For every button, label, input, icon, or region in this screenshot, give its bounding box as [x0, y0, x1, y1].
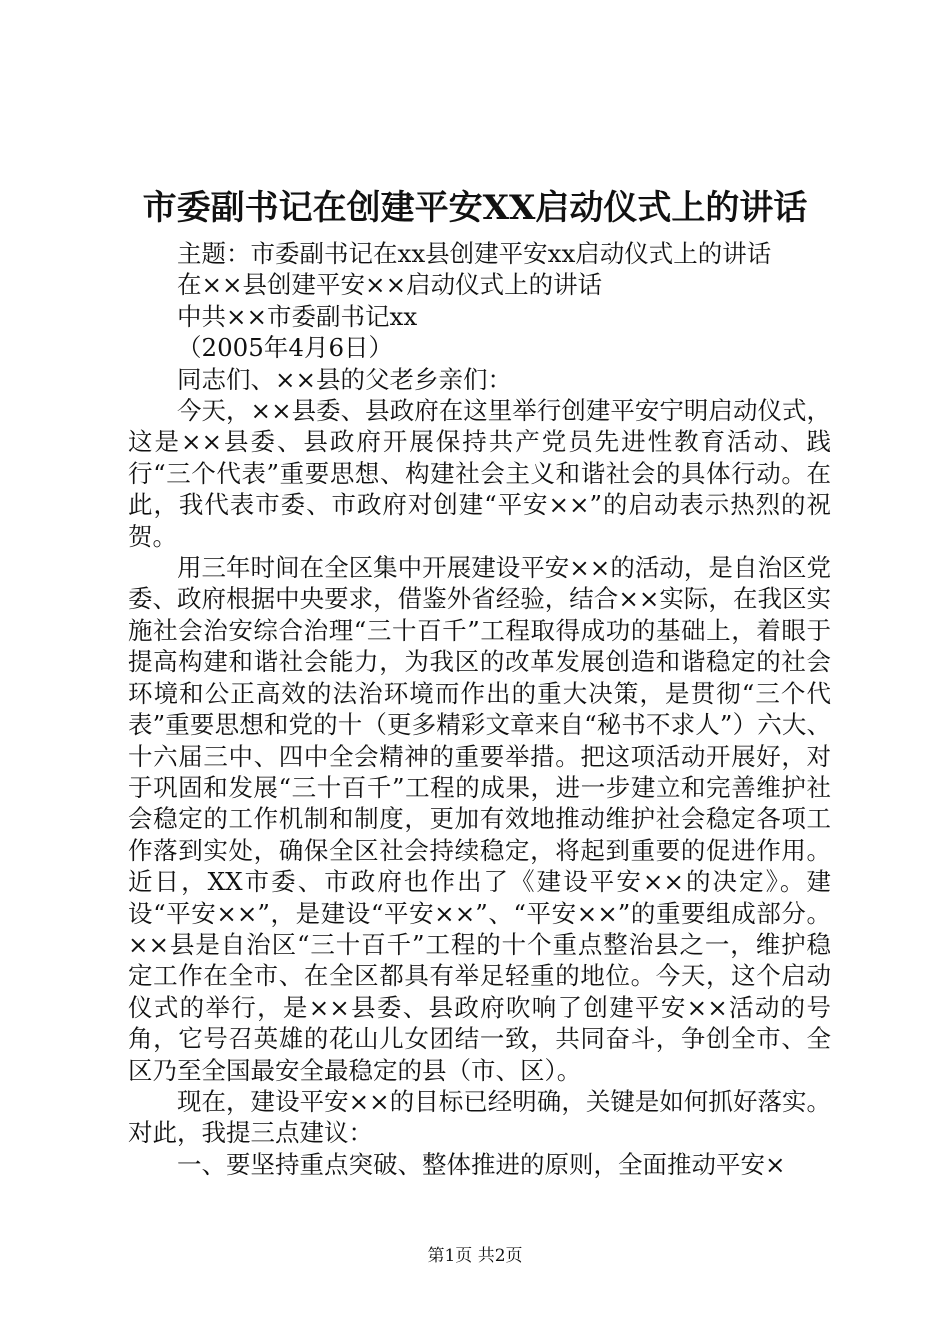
page-footer: 第1页 共2页: [427, 1246, 523, 1266]
paragraph: 用三年时间在全区集中开展建设平安××的活动，是自治区党委、政府根据中央要求，借鉴外省经验，结合××实际，在我区实施社会治安综合治理“三十百千”工程取得成功的基础上，着眼于提高构建和谐社会能力，为我区的改革发展创造和谐稳定的社会环境和公正高效的法治环境而作出的重大决策，是贯彻“三个代表”重要思想和党的十（更多精彩文章来自“秘书不求人”）六大、十六届三中、四中全会精神的重要举措。把这项活动开展好，对于巩固和发展“三十百千”工程的成果，进一步建立和完善维护社会稳定的工作机制和制度，更加有效地推动维护社会稳定各项工作落到实处，确保全区社会持续稳定，将起到重要的促进作用。近日，XX市委、市政府也作出了《建设平安××的决定》。建设“平安××”，是建设“平安××”、“平安××”的重要组成部分。××县是自治区“三十百千”工程的十个重点整治县之一，维护稳定工作在全市、在全区都具有举足轻重的地位。今天，这个启动仪式的举行，是××县委、县政府吹响了创建平安××活动的号角，它号召英雄的花山儿女团结一致，共同奋斗，争创全市、全区乃至全国最安全最稳定的县（市、区）。: [128, 553, 831, 1085]
document-title: 市委副书记在创建平安XX启动仪式上的讲话: [142, 188, 808, 228]
paragraph: 今天，××县委、县政府在这里举行创建平安宁明启动仪式，这是××县委、县政府开展保持共产党员先进性教育活动、践行“三个代表”重要思想、构建社会主义和谐社会的具体行动。在此，我代表市委、市政府对创建“平安××”的启动表示热烈的祝贺。: [128, 396, 831, 551]
subject-line: 主题：市委副书记在xx县创建平安xx启动仪式上的讲话: [177, 239, 772, 268]
document-body: [128, 238, 831, 1180]
date-line: （2005年4月6日）: [177, 333, 394, 363]
speaker-line: 中共××市委副书记xx: [177, 301, 418, 331]
salutation-line: 同志们、××县的父老乡亲们：: [177, 364, 513, 394]
paragraph: 现在，建设平安××的目标已经明确，关键是如何抓好落实。对此，我提三点建议：: [128, 1086, 831, 1148]
paragraph: 一、要坚持重点突破、整体推进的原则，全面推动平安×: [177, 1149, 786, 1179]
speech-title-line: 在××县创建平安××启动仪式上的讲话: [177, 270, 603, 300]
